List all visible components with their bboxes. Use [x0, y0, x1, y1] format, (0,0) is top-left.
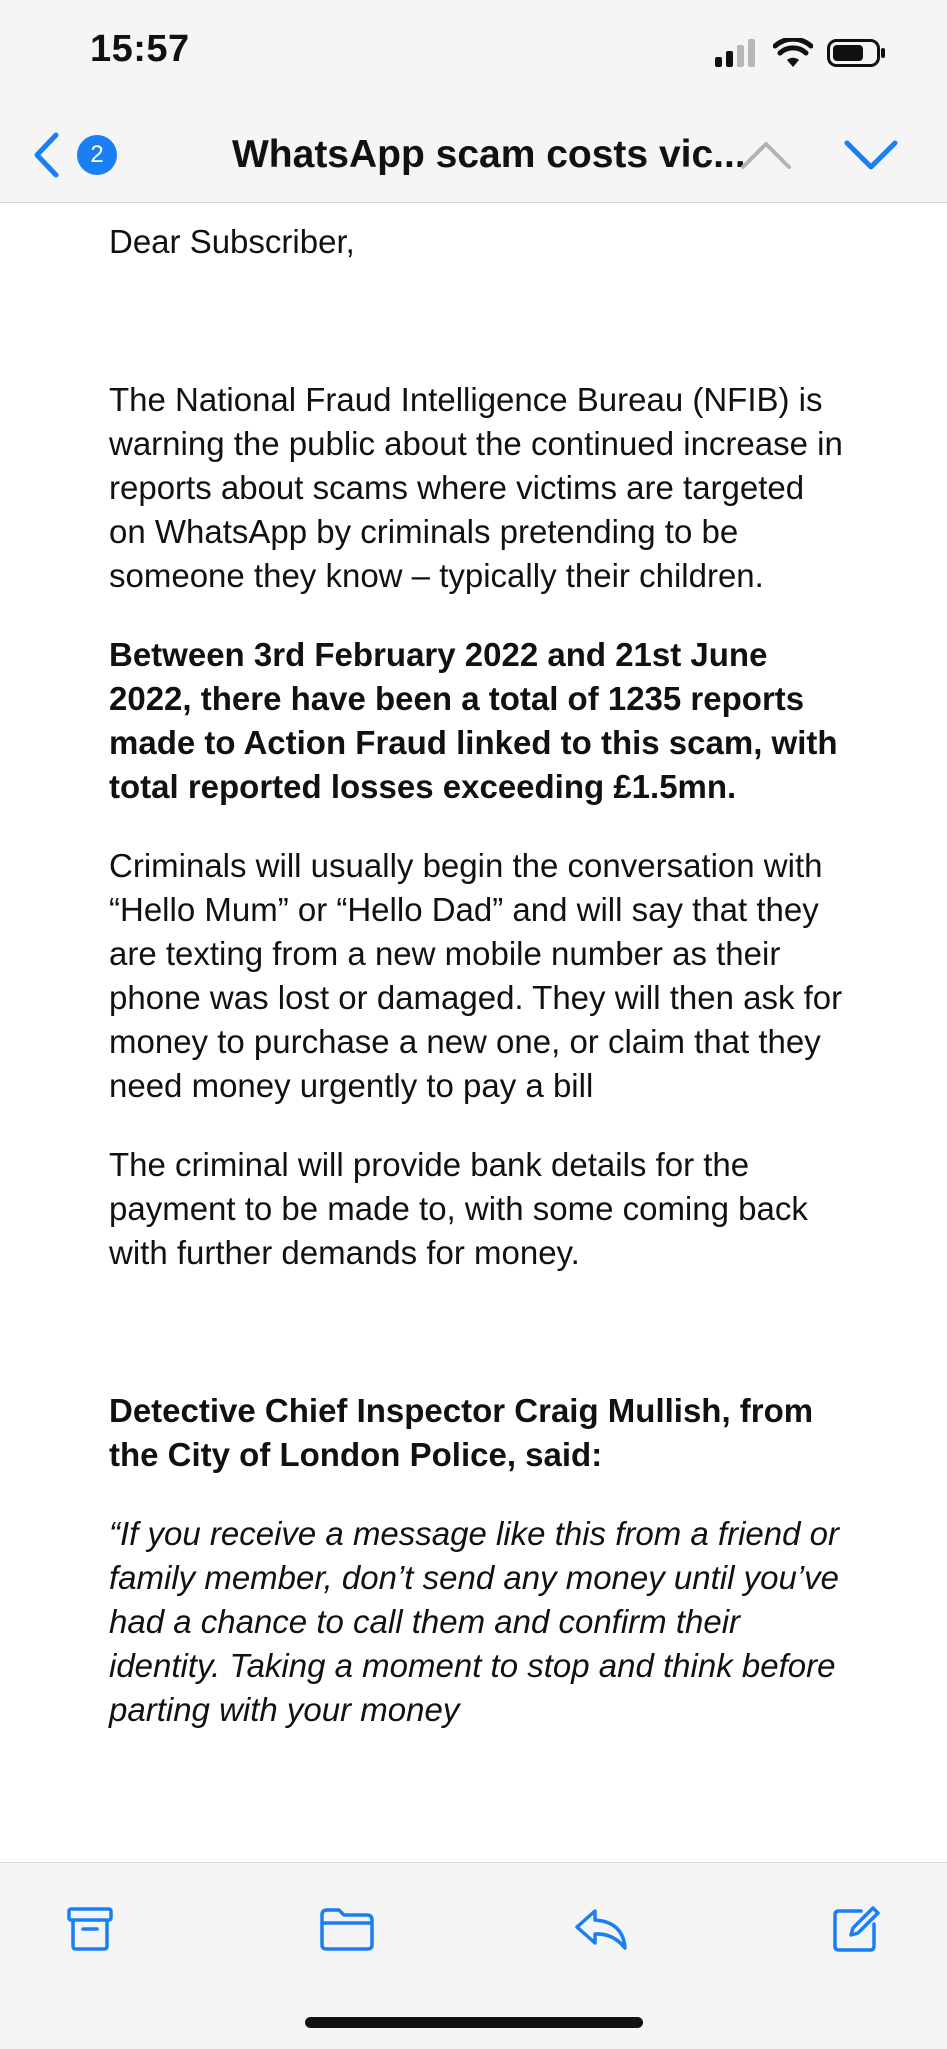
next-message-button[interactable] — [842, 130, 900, 180]
highlight-paragraph: Between 3rd February 2022 and 21st June 2022, there have been a total of 1235 reports made to Action Fraud linked to this scam, with total reported losses exceeding £1.5mn. — [109, 636, 838, 805]
email-body — [109, 220, 849, 1732]
compose-icon — [831, 1904, 881, 1954]
paragraph: Criminals will usually begin the conversation with “Hello Mum” or “Hello Dad” and will say that they are texting from a new mobile number as their phone was lost or damaged. They will then ask for money to purchase a new one, or claim that they need money urgently to pay a bill — [109, 847, 843, 1104]
compose-button[interactable] — [826, 1899, 886, 1959]
move-to-folder-button[interactable] — [317, 1899, 377, 1959]
message-title: WhatsApp scam costs vic... — [232, 133, 746, 176]
unread-count-badge[interactable]: 2 — [77, 135, 117, 175]
chevron-left-icon — [32, 132, 60, 178]
greeting: Dear Subscriber, — [109, 223, 355, 260]
cellular-signal-icon — [715, 39, 759, 67]
archive-button[interactable] — [60, 1899, 120, 1959]
quote-attribution: Detective Chief Inspector Craig Mullish, from the City of London Police, said: — [109, 1392, 814, 1473]
folder-icon — [319, 1906, 375, 1952]
quote-text: “If you receive a message like this from a friend or family member, don’t send any money until you’ve had a chance to call them and confirm their identity. Taking a moment to stop and think before parting with your money — [109, 1515, 840, 1728]
home-indicator[interactable] — [305, 2017, 643, 2028]
previous-message-button[interactable] — [738, 130, 794, 180]
wifi-icon — [773, 38, 813, 68]
reply-button[interactable] — [571, 1899, 631, 1959]
reply-icon — [573, 1906, 629, 1952]
nav-bar — [0, 108, 947, 203]
paragraph: The National Fraud Intelligence Bureau (NFIB) is warning the public about the continued increase in reports about scams where victims are targeted on WhatsApp by criminals pretending to be someone they know – typically their children. — [109, 381, 843, 594]
status-time: 15:57 — [90, 28, 190, 70]
battery-icon — [827, 38, 887, 68]
chevron-up-icon — [740, 140, 792, 170]
archive-icon — [66, 1906, 114, 1952]
chevron-down-icon — [844, 139, 898, 171]
status-bar — [0, 0, 947, 108]
paragraph: The criminal will provide bank details for the payment to be made to, with some coming back with further demands for money. — [109, 1146, 808, 1271]
status-icons — [715, 36, 887, 70]
back-button[interactable] — [26, 130, 66, 180]
